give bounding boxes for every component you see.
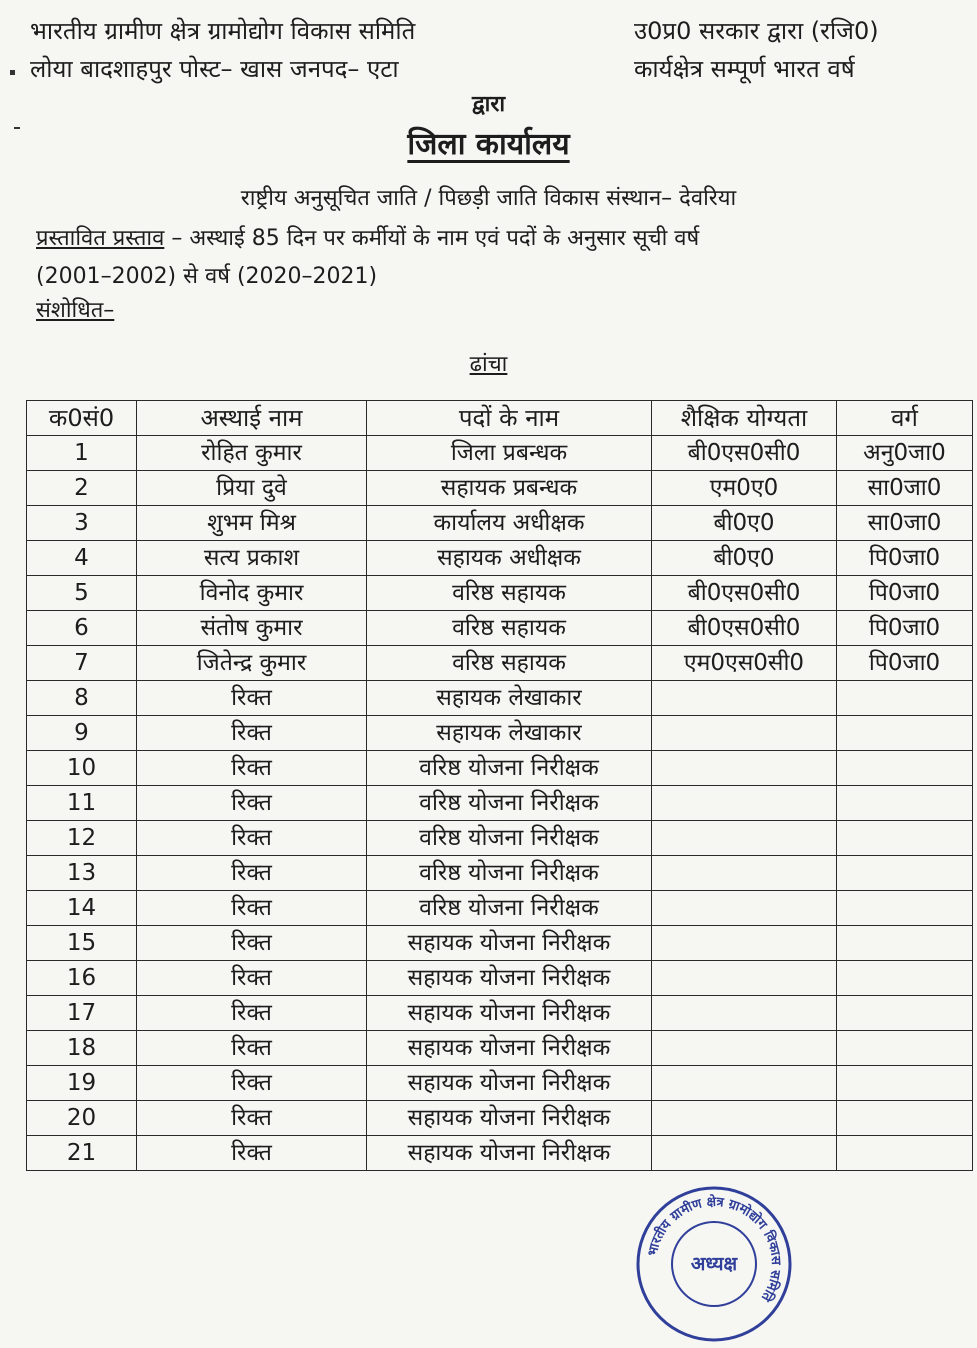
cell-qualification: बी0ए0 bbox=[652, 541, 837, 576]
col-header-category: वर्ग bbox=[837, 401, 973, 436]
col-header-qualification: शैक्षिक योग्यता bbox=[652, 401, 837, 436]
table-row bbox=[27, 1031, 973, 1066]
cell-post: सहायक योजना निरीक्षक bbox=[367, 1136, 652, 1171]
table-row bbox=[27, 1101, 973, 1136]
cell-qualification bbox=[652, 786, 837, 821]
cell-name: रिक्त bbox=[137, 996, 367, 1031]
table-row bbox=[27, 681, 973, 716]
cell-name: संतोष कुमार bbox=[137, 611, 367, 646]
proposal-text: – अस्थाई 85 दिन पर कर्मीयों के नाम एवं पदों के अनुसार सूची वर्ष bbox=[164, 226, 700, 251]
cell-post: कार्यालय अधीक्षक bbox=[367, 506, 652, 541]
cell-post: वरिष्ठ सहायक bbox=[367, 576, 652, 611]
cell-category: अनु0जा0 bbox=[837, 436, 973, 471]
table-row bbox=[27, 576, 973, 611]
cell-qualification bbox=[652, 1136, 837, 1171]
col-header-name: अस्थाई नाम bbox=[137, 401, 367, 436]
cell-qualification bbox=[652, 891, 837, 926]
by-label: द्वारा bbox=[471, 92, 506, 117]
cell-category bbox=[837, 786, 973, 821]
table-row bbox=[27, 961, 973, 996]
cell-category bbox=[837, 1101, 973, 1136]
cell-category: सा0जा0 bbox=[837, 506, 973, 541]
cell-post: वरिष्ठ योजना निरीक्षक bbox=[367, 751, 652, 786]
seal-center-text: अध्यक्ष bbox=[690, 1253, 738, 1275]
table-row bbox=[27, 751, 973, 786]
org-name: भारतीय ग्रामीण क्षेत्र ग्रामोद्योग विकास समिति bbox=[30, 17, 416, 45]
cell-post: वरिष्ठ योजना निरीक्षक bbox=[367, 856, 652, 891]
svg-text:भारतीय ग्रामीण क्षेत्र ग्रामोद bbox=[645, 1194, 783, 1305]
cell-qualification bbox=[652, 716, 837, 751]
cell-name: रिक्त bbox=[137, 891, 367, 926]
cell-name: रिक्त bbox=[137, 786, 367, 821]
seal-stamp-icon bbox=[634, 1184, 794, 1344]
margin-mark bbox=[10, 70, 15, 75]
staff-table bbox=[26, 400, 973, 1171]
cell-name: जितेन्द्र कुमार bbox=[137, 646, 367, 681]
cell-serial: 4 bbox=[27, 541, 137, 576]
cell-qualification bbox=[652, 961, 837, 996]
cell-serial: 15 bbox=[27, 926, 137, 961]
cell-post: सहायक लेखाकार bbox=[367, 716, 652, 751]
cell-qualification: एम0ए0 bbox=[652, 471, 837, 506]
cell-serial: 3 bbox=[27, 506, 137, 541]
revised-label: संशोधित– bbox=[36, 298, 115, 323]
cell-qualification bbox=[652, 1066, 837, 1101]
cell-qualification bbox=[652, 856, 837, 891]
govt-registration: उ0प्र0 सरकार द्वारा (रजि0) bbox=[634, 17, 879, 45]
cell-serial: 20 bbox=[27, 1101, 137, 1136]
cell-name: रिक्त bbox=[137, 1031, 367, 1066]
cell-post: सहायक योजना निरीक्षक bbox=[367, 926, 652, 961]
col-header-serial: क0सं0 bbox=[27, 401, 137, 436]
cell-name: रिक्त bbox=[137, 961, 367, 996]
cell-name: रिक्त bbox=[137, 681, 367, 716]
cell-category bbox=[837, 926, 973, 961]
cell-qualification bbox=[652, 926, 837, 961]
work-area: कार्यक्षेत्र सम्पूर्ण भारत वर्ष bbox=[634, 55, 855, 83]
cell-serial: 7 bbox=[27, 646, 137, 681]
cell-name: रिक्त bbox=[137, 856, 367, 891]
table-row bbox=[27, 436, 973, 471]
cell-post: वरिष्ठ योजना निरीक्षक bbox=[367, 786, 652, 821]
cell-category: पि0जा0 bbox=[837, 646, 973, 681]
table-row bbox=[27, 786, 973, 821]
cell-serial: 13 bbox=[27, 856, 137, 891]
cell-post: सहायक योजना निरीक्षक bbox=[367, 961, 652, 996]
table-row bbox=[27, 821, 973, 856]
cell-serial: 6 bbox=[27, 611, 137, 646]
table-row bbox=[27, 926, 973, 961]
cell-post: सहायक अधीक्षक bbox=[367, 541, 652, 576]
cell-qualification: बी0एस0सी0 bbox=[652, 576, 837, 611]
structure-label-text: ढांचा bbox=[469, 352, 508, 377]
cell-name: रिक्त bbox=[137, 1136, 367, 1171]
cell-post: वरिष्ठ सहायक bbox=[367, 611, 652, 646]
cell-name: विनोद कुमार bbox=[137, 576, 367, 611]
cell-serial: 14 bbox=[27, 891, 137, 926]
cell-category: पि0जा0 bbox=[837, 541, 973, 576]
cell-serial: 8 bbox=[27, 681, 137, 716]
cell-post: सहायक लेखाकार bbox=[367, 681, 652, 716]
cell-category bbox=[837, 1136, 973, 1171]
cell-category bbox=[837, 1066, 973, 1101]
cell-qualification: एम0एस0सी0 bbox=[652, 646, 837, 681]
proposal-years: (2001–2002) से वर्ष (2020–2021) bbox=[36, 264, 378, 289]
cell-post: वरिष्ठ योजना निरीक्षक bbox=[367, 821, 652, 856]
cell-name: शुभम मिश्र bbox=[137, 506, 367, 541]
cell-name: रिक्त bbox=[137, 751, 367, 786]
cell-qualification: बी0ए0 bbox=[652, 506, 837, 541]
cell-qualification bbox=[652, 751, 837, 786]
cell-category bbox=[837, 821, 973, 856]
cell-category bbox=[837, 996, 973, 1031]
cell-serial: 17 bbox=[27, 996, 137, 1031]
table-row bbox=[27, 891, 973, 926]
cell-qualification bbox=[652, 821, 837, 856]
cell-post: सहायक योजना निरीक्षक bbox=[367, 1066, 652, 1101]
cell-category bbox=[837, 961, 973, 996]
proposal-line bbox=[36, 222, 699, 252]
cell-serial: 21 bbox=[27, 1136, 137, 1171]
cell-qualification bbox=[652, 996, 837, 1031]
table-header-row bbox=[27, 401, 973, 436]
office-title bbox=[0, 122, 977, 163]
table-row bbox=[27, 471, 973, 506]
cell-post: सहायक योजना निरीक्षक bbox=[367, 996, 652, 1031]
proposal-label: प्रस्तावित प्रस्ताव bbox=[36, 226, 165, 251]
cell-serial: 19 bbox=[27, 1066, 137, 1101]
cell-category bbox=[837, 751, 973, 786]
table-row bbox=[27, 856, 973, 891]
office-title-text: जिला कार्यालय bbox=[407, 127, 570, 162]
cell-qualification bbox=[652, 681, 837, 716]
cell-post: वरिष्ठ सहायक bbox=[367, 646, 652, 681]
structure-label bbox=[0, 348, 977, 378]
cell-qualification: बी0एस0सी0 bbox=[652, 436, 837, 471]
cell-serial: 11 bbox=[27, 786, 137, 821]
cell-serial: 9 bbox=[27, 716, 137, 751]
cell-qualification: बी0एस0सी0 bbox=[652, 611, 837, 646]
cell-name: प्रिया दुवे bbox=[137, 471, 367, 506]
cell-category: पि0जा0 bbox=[837, 611, 973, 646]
cell-post: सहायक योजना निरीक्षक bbox=[367, 1031, 652, 1066]
cell-name: रिक्त bbox=[137, 1101, 367, 1136]
table-row bbox=[27, 1066, 973, 1101]
cell-name: रिक्त bbox=[137, 1066, 367, 1101]
cell-name: रिक्त bbox=[137, 716, 367, 751]
cell-post: जिला प्रबन्धक bbox=[367, 436, 652, 471]
seal bbox=[634, 1184, 794, 1344]
cell-category bbox=[837, 681, 973, 716]
col-header-post: पदों के नाम bbox=[367, 401, 652, 436]
table-row bbox=[27, 611, 973, 646]
cell-name: सत्य प्रकाश bbox=[137, 541, 367, 576]
cell-post: सहायक योजना निरीक्षक bbox=[367, 1101, 652, 1136]
seal-ring-text: भारतीय ग्रामीण क्षेत्र ग्रामोद्योग विकास समिति bbox=[645, 1194, 784, 1304]
table-row bbox=[27, 1136, 973, 1171]
cell-serial: 5 bbox=[27, 576, 137, 611]
cell-name: रिक्त bbox=[137, 821, 367, 856]
cell-post: वरिष्ठ योजना निरीक्षक bbox=[367, 891, 652, 926]
cell-category: पि0जा0 bbox=[837, 576, 973, 611]
cell-name: रिक्त bbox=[137, 926, 367, 961]
table-row bbox=[27, 716, 973, 751]
cell-serial: 16 bbox=[27, 961, 137, 996]
cell-serial: 10 bbox=[27, 751, 137, 786]
table-row bbox=[27, 996, 973, 1031]
cell-category bbox=[837, 856, 973, 891]
cell-serial: 12 bbox=[27, 821, 137, 856]
cell-post: सहायक प्रबन्धक bbox=[367, 471, 652, 506]
table-row bbox=[27, 506, 973, 541]
cell-category: सा0जा0 bbox=[837, 471, 973, 506]
institute-line: राष्ट्रीय अनुसूचित जाति / पिछड़ी जाति विकास संस्थान– देवरिया bbox=[240, 186, 737, 211]
cell-category bbox=[837, 1031, 973, 1066]
table-row bbox=[27, 646, 973, 681]
cell-qualification bbox=[652, 1101, 837, 1136]
cell-serial: 18 bbox=[27, 1031, 137, 1066]
cell-serial: 2 bbox=[27, 471, 137, 506]
cell-serial: 1 bbox=[27, 436, 137, 471]
cell-qualification bbox=[652, 1031, 837, 1066]
cell-category bbox=[837, 891, 973, 926]
cell-category bbox=[837, 716, 973, 751]
table-row bbox=[27, 541, 973, 576]
org-address: लोया बादशाहपुर पोस्ट– खास जनपद– एटा bbox=[30, 55, 399, 83]
cell-name: रोहित कुमार bbox=[137, 436, 367, 471]
